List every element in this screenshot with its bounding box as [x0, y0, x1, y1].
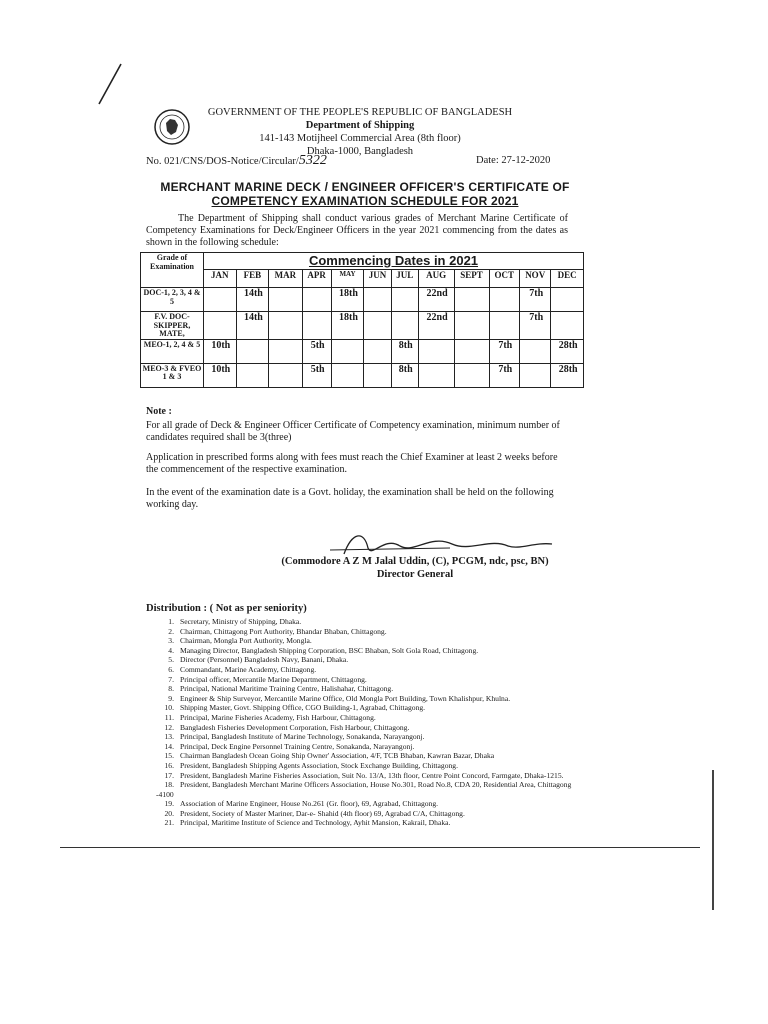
date-cell	[269, 312, 302, 340]
date-cell	[454, 363, 489, 387]
list-number: 6.	[168, 664, 174, 674]
list-item	[156, 780, 576, 799]
date-cell	[454, 288, 489, 312]
list-number: 16.	[164, 760, 174, 770]
list-number: 9.	[168, 693, 174, 703]
date-cell	[204, 312, 237, 340]
date-cell	[269, 363, 302, 387]
list-item	[156, 627, 576, 637]
list-text: Chairman Bangladesh Ocean Going Ship Owner' Association, 4/F, TCB Bhaban, Kawran Bazar, Dhaka	[180, 751, 495, 761]
page-edge-mark	[712, 770, 714, 910]
list-item	[156, 751, 576, 761]
month-may: MAY	[331, 270, 364, 288]
month-jul: JUL	[391, 270, 418, 288]
list-item	[156, 703, 576, 713]
date-cell	[418, 339, 454, 363]
pen-mark	[95, 62, 125, 107]
date-cell	[391, 312, 418, 340]
list-text: Chairman, Mongla Port Authority, Mongla.	[180, 636, 312, 646]
date-cell: 14th	[236, 312, 269, 340]
date-cell: 22nd	[418, 288, 454, 312]
date-cell: 5th	[302, 363, 331, 387]
note-label: Note :	[146, 406, 172, 417]
date-cell	[391, 288, 418, 312]
grade-cell: MEO-3 & FVEO 1 & 3	[141, 363, 204, 387]
list-text: Engineer & Ship Surveyor, Mercantile Marine Office, Old Mongla Port Building, Town Khalishpur, Khulna.	[180, 693, 511, 703]
date-cell: 18th	[331, 288, 364, 312]
date-cell	[418, 363, 454, 387]
schedule-table	[140, 252, 584, 388]
distribution-label: Distribution : ( Not as per seniority)	[146, 603, 307, 614]
list-item	[156, 771, 576, 781]
title-line-1: MERCHANT MARINE DECK / ENGINEER OFFICER'S CERTIFICATE OF	[160, 180, 570, 194]
date-cell	[454, 339, 489, 363]
date-cell: 18th	[331, 312, 364, 340]
date-cell: 28th	[551, 363, 584, 387]
list-text: Chairman, Chittagong Port Authority, Bhandar Bhaban, Chittagong.	[180, 626, 387, 636]
list-text: Managing Director, Bangladesh Shipping Corporation, BSC Bhaban, Solt Gola Road, Chittagong.	[180, 645, 479, 655]
list-number: 13.	[164, 732, 174, 742]
intro-paragraph: The Department of Shipping shall conduct various grades of Merchant Marine Certificate of Competency Examinations for Deck/Engineer Officers in the year 2021 commencing from the dates as shown in the following schedule:	[146, 213, 568, 248]
list-number: 11.	[164, 712, 174, 722]
date-cell	[302, 288, 331, 312]
month-mar: MAR	[269, 270, 302, 288]
list-number: 2.	[168, 626, 174, 636]
date-cell: 7th	[520, 312, 551, 340]
list-text: Association of Marine Engineer, House No.261 (Gr. floor), 69, Agrabad, Chittagong.	[180, 799, 439, 809]
grade-cell: DOC-1, 2, 3, 4 & 5	[141, 288, 204, 312]
month-jan: JAN	[204, 270, 237, 288]
grade-header: Grade of Examination	[141, 253, 204, 288]
list-item	[156, 617, 576, 627]
list-item	[156, 799, 576, 809]
page-divider	[60, 847, 700, 848]
list-item	[156, 665, 576, 675]
list-number: 1.	[168, 617, 174, 626]
list-item	[156, 732, 576, 742]
date-cell	[454, 312, 489, 340]
date-cell	[364, 288, 392, 312]
date-cell: 7th	[520, 288, 551, 312]
list-item	[156, 713, 576, 723]
distribution-list	[156, 617, 576, 828]
month-nov: NOV	[520, 270, 551, 288]
schedule-rows	[141, 288, 584, 388]
list-number: 10.	[164, 703, 174, 713]
reference-handwritten: 5322	[298, 153, 327, 168]
list-text: Principal, Deck Engine Personnel Training Centre, Sonakanda, Narayangonj.	[180, 741, 415, 751]
list-text: President, Bangladesh Marine Fisheries Association, Suit No. 13/A, 13th floor, Centre Point Concord, Farmgate, Dhaka-1215.	[180, 770, 564, 780]
list-number: 18.	[164, 780, 174, 790]
date-cell: 22nd	[418, 312, 454, 340]
date-cell	[489, 312, 520, 340]
list-text: Principal, Maritime Institute of Science and Technology, Ayhit Mansion, Kakrail, Dhaka.	[180, 818, 451, 828]
notes	[146, 420, 568, 511]
list-text: President, Society of Master Mariner, Dar-e- Shahid (4th floor) 69, Agrabad C/A, Chittagong.	[180, 808, 465, 818]
list-text: Commandant, Marine Academy, Chittagong.	[180, 664, 317, 674]
document-title	[150, 180, 580, 208]
list-number: 12.	[164, 722, 174, 732]
list-text: Bangladesh Fisheries Development Corporation, Fish Harbour, Chittagong.	[180, 722, 410, 732]
date-cell	[520, 339, 551, 363]
list-item	[156, 646, 576, 656]
grade-cell: MEO-1, 2, 4 & 5	[141, 339, 204, 363]
note-2: Application in prescribed forms along with fees must reach the Chief Examiner at least 2 weeks before the commencement of the respective examination.	[146, 452, 558, 475]
issue-date: Date: 27-12-2020	[476, 155, 551, 166]
date-cell	[204, 288, 237, 312]
title-line-2: COMPETENCY EXAMINATION SCHEDULE FOR 2021	[211, 194, 519, 208]
list-text: Principal, Bangladesh Institute of Marine Technology, Sonakanda, Narayangonj.	[180, 732, 425, 742]
date-cell: 8th	[391, 363, 418, 387]
list-item	[156, 694, 576, 704]
reference-number	[146, 154, 327, 168]
list-item	[156, 684, 576, 694]
date-cell: 10th	[204, 363, 237, 387]
note-3: In the event of the examination date is a Govt. holiday, the examination shall be held on the following working day.	[146, 487, 554, 510]
date-cell	[551, 288, 584, 312]
date-cell	[236, 363, 269, 387]
date-cell	[489, 288, 520, 312]
list-number: 17.	[164, 770, 174, 780]
date-cell: 8th	[391, 339, 418, 363]
list-number: 8.	[168, 684, 174, 694]
month-jun: JUN	[364, 270, 392, 288]
date-cell: 5th	[302, 339, 331, 363]
list-number: 3.	[168, 636, 174, 646]
date-cell	[364, 363, 392, 387]
month-apr: APR	[302, 270, 331, 288]
note-1: For all grade of Deck & Engineer Officer Certificate of Competency examination, minimum number of candidates required shall be 3(three)	[146, 420, 560, 443]
date-cell	[520, 363, 551, 387]
government-name: GOVERNMENT OF THE PEOPLE'S REPUBLIC OF BANGLADESH	[207, 107, 513, 118]
month-feb: FEB	[236, 270, 269, 288]
department-name: Department of Shipping	[305, 120, 415, 131]
date-cell: 28th	[551, 339, 584, 363]
table-row	[141, 312, 584, 340]
list-number: 5.	[168, 655, 174, 665]
list-item	[156, 675, 576, 685]
date-cell: 7th	[489, 339, 520, 363]
list-number: 15.	[164, 751, 174, 761]
reference-prefix: No. 021/CNS/DOS-Notice/Circular/	[146, 156, 299, 167]
government-seal-icon	[153, 108, 191, 146]
table-row	[141, 339, 584, 363]
date-cell: 10th	[204, 339, 237, 363]
date-cell	[331, 339, 364, 363]
list-number: 14.	[164, 741, 174, 751]
list-item	[156, 742, 576, 752]
date-cell	[302, 312, 331, 340]
address-line-2: Dhaka-1000, Bangladesh	[306, 146, 414, 157]
date-cell	[331, 363, 364, 387]
date-cell	[269, 288, 302, 312]
date-cell: 14th	[236, 288, 269, 312]
list-item	[156, 818, 576, 828]
grade-cell: F.V. DOC-SKIPPER, MATE,	[141, 312, 204, 340]
dates-header: Commencing Dates in 2021	[204, 253, 584, 270]
date-cell	[364, 339, 392, 363]
month-oct: OCT	[489, 270, 520, 288]
list-number: 7.	[168, 674, 174, 684]
list-text: Principal, Marine Fisheries Academy, Fish Harbour, Chittagong.	[180, 712, 376, 722]
list-number: 21.	[164, 818, 174, 828]
date-cell	[551, 312, 584, 340]
list-number: 20.	[164, 808, 174, 818]
address-line-1: 141-143 Motijheel Commercial Area (8th floor)	[259, 133, 461, 144]
table-row	[141, 363, 584, 387]
list-item	[156, 809, 576, 819]
list-text: Principal, National Maritime Training Centre, Halishahar, Chittagong.	[180, 684, 394, 694]
signatory-block	[250, 555, 580, 581]
signatory-name: (Commodore A Z M Jalal Uddin, (C), PCGM, ndc, psc, BN)	[281, 556, 549, 567]
list-item	[156, 723, 576, 733]
month-sept: SEPT	[454, 270, 489, 288]
list-text: Principal officer, Mercantile Marine Department, Chittagong.	[180, 674, 367, 684]
list-text: President, Bangladesh Merchant Marine Officers Association, House No.301, Road No.8, CDA 20, Residential Area, Chittagong -4100	[156, 780, 572, 799]
list-item	[156, 636, 576, 646]
month-dec: DEC	[551, 270, 584, 288]
list-text: Director (Personnel) Bangladesh Navy, Banani, Dhaka.	[180, 655, 349, 665]
list-text: Secretary, Ministry of Shipping, Dhaka.	[180, 617, 302, 626]
list-text: President, Bangladesh Shipping Agents Association, Stock Exchange Building, Chittagong.	[180, 760, 458, 770]
date-cell: 7th	[489, 363, 520, 387]
list-text: Shipping Master, Govt. Shipping Office, CGO Building-1, Agrabad, Chittagong.	[180, 703, 426, 713]
date-cell	[236, 339, 269, 363]
list-number: 19.	[164, 799, 174, 809]
date-cell	[364, 312, 392, 340]
list-item	[156, 761, 576, 771]
date-cell	[269, 339, 302, 363]
letterhead	[200, 106, 520, 158]
signatory-title: Director General	[376, 569, 454, 580]
list-number: 4.	[168, 645, 174, 655]
table-row	[141, 288, 584, 312]
month-aug: AUG	[418, 270, 454, 288]
list-item	[156, 655, 576, 665]
